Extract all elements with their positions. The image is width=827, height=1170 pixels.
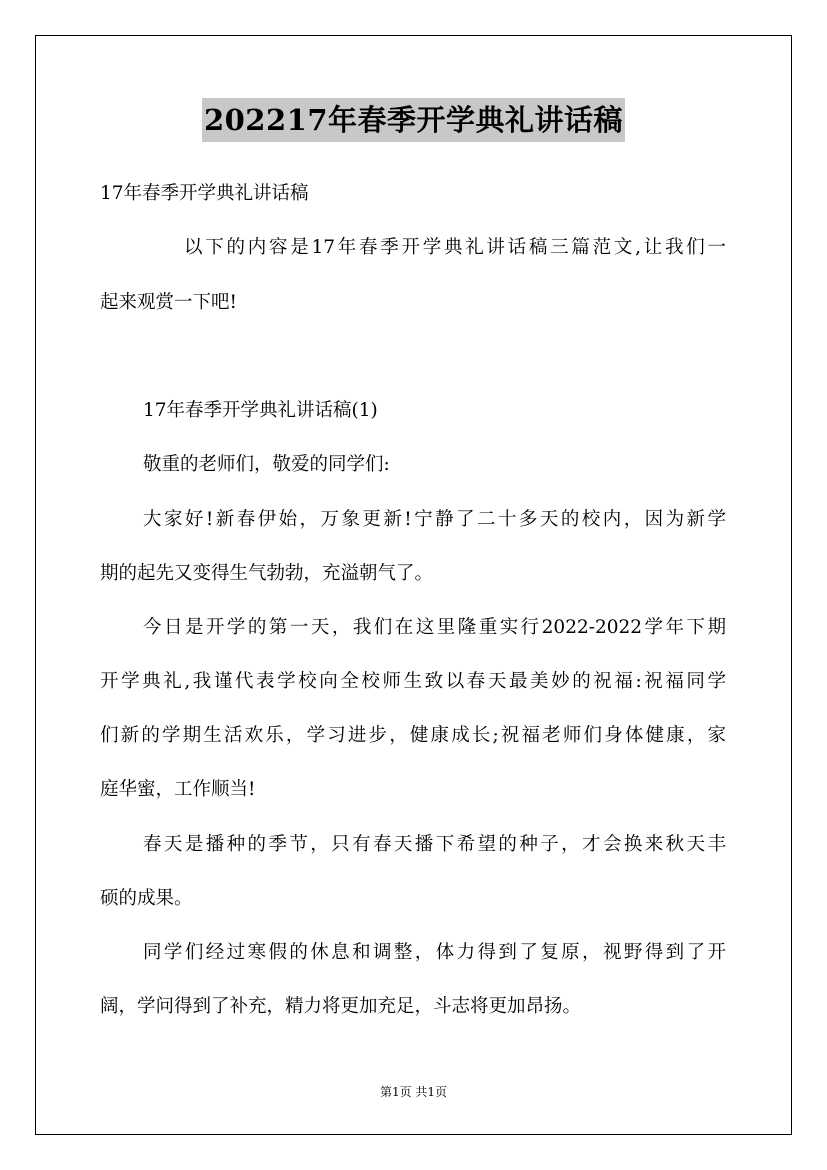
- document-title: 202217年春季开学典礼讲话稿: [202, 98, 625, 142]
- salutation-line: 敬重的老师们，敬爱的同学们:: [143, 454, 390, 475]
- paragraph-line: 同学们经过寒假的休息和调整，体力得到了复原，视野得到了开: [143, 942, 726, 963]
- section-heading: 17年春季开学典礼讲话稿(1): [143, 400, 378, 421]
- paragraph-line: 们新的学期生活欢乐，学习进步，健康成长;祝福老师们身体健康，家: [100, 725, 726, 746]
- paragraph-line: 期的起先又变得生气勃勃，充溢朝气了。: [100, 563, 434, 584]
- paragraph-line: 今日是开学的第一天，我们在这里隆重实行2022-2022学年下期: [143, 617, 726, 638]
- intro-line-2: 起来观赏一下吧!: [100, 292, 237, 313]
- paragraph-line: 硕的成果。: [100, 888, 193, 909]
- paragraph-line: 阔，学问得到了补充，精力将更加充足，斗志将更加昂扬。: [100, 996, 582, 1017]
- paragraph-line: 大家好!新春伊始，万象更新!宁静了二十多天的校内，因为新学: [143, 509, 726, 530]
- paragraph-line: 庭华蜜，工作顺当!: [100, 779, 256, 800]
- subtitle-line: 17年春季开学典礼讲话稿: [100, 183, 309, 204]
- page-footer: 第1页 共1页: [379, 1085, 448, 1099]
- intro-line-1: 以下的内容是17年春季开学典礼讲话稿三篇范文,让我们一: [184, 237, 726, 258]
- paragraph-line: 春天是播种的季节，只有春天播下希望的种子，才会换来秋天丰: [143, 834, 726, 855]
- title-container: [0, 98, 827, 142]
- paragraph-line: 开学典礼,我谨代表学校向全校师生致以春天最美妙的祝福:祝福同学: [100, 671, 726, 692]
